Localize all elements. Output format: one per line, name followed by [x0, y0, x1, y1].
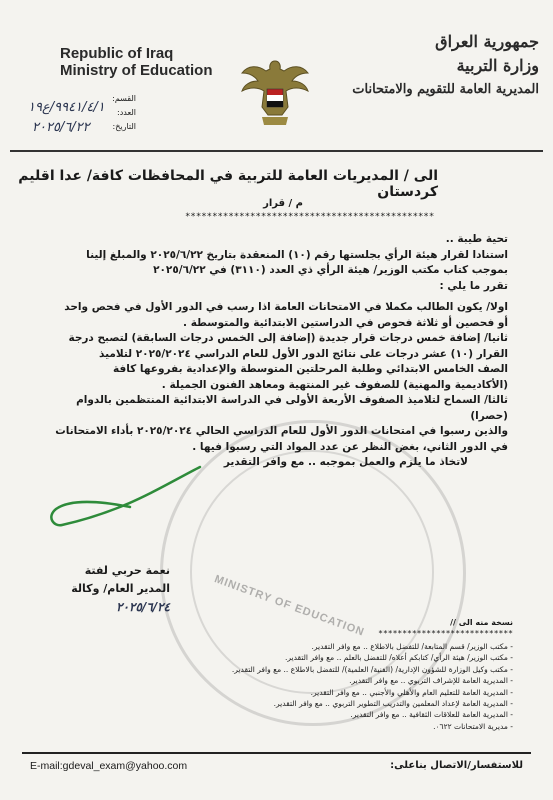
cc-item: - المديرية العامة لإعداد المعلمين والتدريب التطوير التربوي .. مع وافر التقدير.	[113, 698, 513, 709]
header-ar-directorate: المديرية العامة للتقويم والامتحانات	[352, 82, 539, 97]
cc-item: - مكتب الوزير/ هيئة الرأي/ كتابكم أعلاه/ للتفضل بالعلم .. مع وافر التقدير.	[113, 652, 513, 663]
cc-item: - مكتب وكيل الوزارة للشؤون الإدارية/ (الفنية/ العلمية)/ للتفضل بالاطلاع .. مع وافر التقدير.	[113, 664, 513, 675]
handwritten-number: ٩٩٤١/٤/١/ع١٩	[28, 100, 105, 115]
header-ar-ministry: وزارة التربية	[456, 56, 539, 75]
green-signature-mark-icon	[40, 455, 210, 545]
footer-divider	[22, 752, 531, 754]
cc-item: - المديرية العامة للعلاقات الثقافية .. مع وافر التقدير.	[113, 709, 513, 720]
footer-email: E-mail:gdeval_exam@yahoo.com	[30, 760, 188, 772]
cc-list	[113, 641, 513, 732]
addressee: الى / المديريات العامة للتربية في المحافظات كافة/ عدا اقليم كردستان	[18, 168, 438, 200]
para1-line1: استنادا لقرار هيئة الرأي بجلستها رقم (١٠) المنعقدة بتاريخ ٢٠٢٥/٦/٢٢ والمبلغ إلينا	[86, 248, 508, 261]
cc-item: - المديرية العامة للإشراف التربوي .. مع وافر التقدير.	[113, 675, 513, 686]
para1-line2: بموجب كتاب مكتب الوزير/ هيئة الرأي ذي العدد (٣١١٠) في ٢٠٢٥/٦/٢٢	[153, 264, 508, 276]
second-line2: القرار (١٠) عشر درجات على نتائج الدور الأول للعام الدراسي ٢٠٢٥/٢٠٢٤ لتلاميذ	[99, 347, 508, 360]
header-divider	[10, 150, 543, 152]
third-line3: في الدور الثاني، بغض النظر عن عدد المواد التي رسبوا فيها .	[192, 440, 508, 453]
cc-item: - المديرية العامة للتعليم العام والأهلي والأجنبي .. مع وافر التقدير.	[113, 687, 513, 698]
handwritten-date: ٢٠٢٥/٦/٢٢	[32, 120, 90, 135]
header-arabic	[329, 30, 539, 102]
third-line1: ثالثا/ السماح لتلاميذ الصفوف الأربعة الأولى في الدراسة الابتدائية المنتظمين بالدوام (حصرا)	[76, 394, 508, 422]
header-ar-country: جمهورية العراق	[435, 32, 539, 51]
letter-body	[43, 232, 508, 471]
signatory-title: المدير العام/ وكالة	[71, 582, 170, 595]
iraq-eagle-emblem-icon	[238, 55, 312, 135]
footer-contact: للاستفسار/الاتصال بناعلى:	[390, 760, 523, 771]
second-line3: الصف الخامس الابتدائي وطلبة المرحلتين المتوسطة والإعدادية بفروعها كافة	[112, 363, 508, 375]
header-country: Republic of Iraq	[60, 45, 174, 62]
closing-line: لاتخاذ ما يلزم والعمل بموجبه .. مع وافر التقدير	[223, 456, 468, 468]
first-line2: أو فحصين أو ثلاثة فحوص في الدراستين الابتدائية والمتوسطة .	[183, 316, 508, 329]
third-line2: والذين رسبوا في امتحانات الدور الأول للعام الدراسي الحالي ٢٠٢٥/٢٠٢٤ بأداء الامتحانات	[55, 425, 508, 437]
cc-item: - مديرية الامتحانات ٠٦٢٢.	[113, 721, 513, 732]
label-date: التاريخ:	[112, 122, 136, 131]
label-section: القسم:	[112, 94, 136, 103]
decided-line: تقرر ما يلي :	[439, 279, 508, 292]
second-line1: ثانيا/ إضافة خمس درجات قرار جديدة (إضافة إلى الخمس درجات السابقة) لتصبح درجة	[68, 332, 508, 344]
subject-line: م / قرار	[263, 198, 303, 209]
first-line1: اولا/ يكون الطالب مكملا في الامتحانات العامة اذا رسب في الدور الأول في فحص واحد	[64, 301, 508, 313]
stamp-text: MINISTRY OF EDUCATION	[212, 573, 367, 639]
greeting: تحية طيبة ..	[445, 233, 508, 245]
second-line4: (الأكاديمية والمهنية) للصفوف غير المنتهية ومعاهد الفنون الجميلة .	[161, 378, 508, 391]
cc-title: نسخة منه الى //	[450, 618, 513, 627]
cc-stars: ****************************	[378, 629, 513, 638]
label-number: العدد:	[117, 108, 136, 117]
subject-stars: **********************************************	[185, 212, 435, 222]
header-english	[60, 45, 213, 79]
signatory-name: نعمة حربي لفتة	[84, 564, 170, 577]
cc-item: - مكتب الوزير/ قسم المتابعة/ للتفضل بالاطلاع .. مع وافر التقدير.	[113, 641, 513, 652]
signature-date: ٢٠٢٥/٦/٢٤	[116, 600, 170, 614]
signature-block	[60, 562, 170, 616]
header-ministry: Ministry of Education	[60, 62, 213, 79]
